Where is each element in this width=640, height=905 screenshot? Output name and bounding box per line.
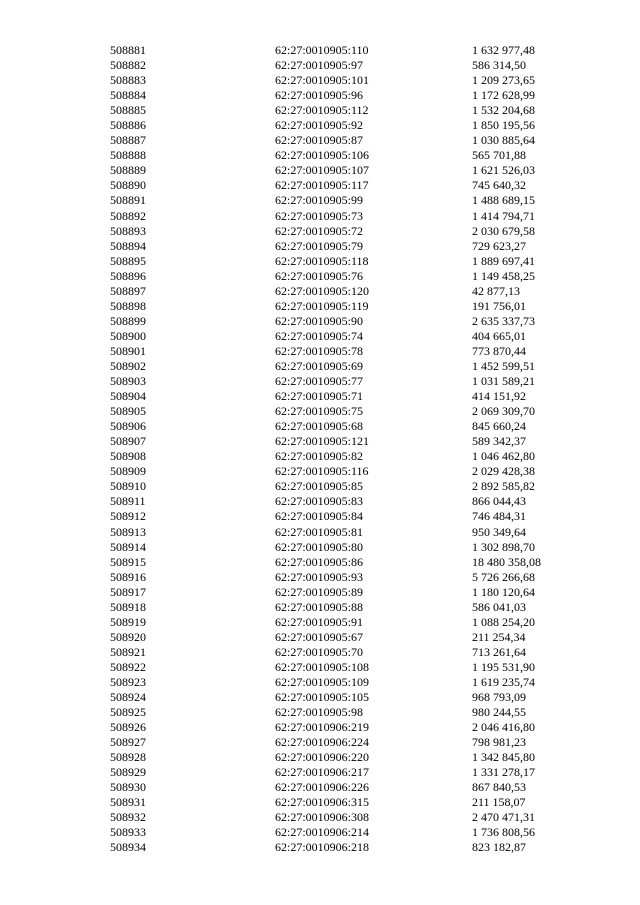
- cadastral-number: 62:27:0010905:110: [275, 43, 369, 57]
- cadastral-value: 2 470 471,31: [472, 810, 535, 825]
- cadastral-number: 62:27:0010905:80: [275, 539, 364, 554]
- record-number: 508919: [110, 614, 146, 629]
- record-number: 508929: [110, 765, 146, 780]
- cadastral-value: 414 151,92: [472, 389, 526, 404]
- table-row: [0, 43, 640, 58]
- record-number: 508894: [110, 238, 146, 253]
- record-number: 508928: [110, 750, 146, 765]
- cadastral-value: 1 088 254,20: [472, 614, 535, 629]
- cadastral-number: 62:27:0010905:116: [275, 464, 369, 479]
- record-number: 508900: [110, 328, 146, 343]
- record-number: 508911: [110, 494, 146, 509]
- cadastral-number: 62:27:0010906:220: [275, 750, 370, 765]
- cadastral-number: 62:27:0010906:214: [275, 825, 370, 840]
- table-row: [0, 404, 640, 419]
- record-number: 508924: [110, 690, 146, 705]
- cadastral-value: 42 877,13: [472, 283, 520, 298]
- cadastral-value: 2 892 585,82: [472, 479, 535, 494]
- cadastral-value: 589 342,37: [472, 434, 526, 449]
- record-number: 508882: [110, 58, 146, 73]
- record-number: 508916: [110, 569, 146, 584]
- cadastral-number: 62:27:0010906:224: [275, 735, 370, 750]
- cadastral-value: 1 619 235,74: [472, 674, 535, 689]
- cadastral-value: 1 414 794,71: [472, 208, 535, 223]
- record-number: 508902: [110, 358, 146, 373]
- record-number: 508884: [110, 88, 146, 103]
- table-row: [0, 735, 640, 750]
- table-row: [0, 359, 640, 374]
- table-row: [0, 675, 640, 690]
- cadastral-value: 1 850 195,56: [472, 118, 535, 133]
- cadastral-number: 62:27:0010905:79: [275, 238, 364, 253]
- cadastral-value: 950 349,64: [472, 524, 526, 539]
- cadastral-number: 62:27:0010905:68: [275, 419, 364, 434]
- cadastral-value: 2 046 416,80: [472, 720, 535, 735]
- records-table: [0, 43, 640, 856]
- record-number: 508927: [110, 735, 146, 750]
- cadastral-number: 62:27:0010905:121: [275, 434, 370, 449]
- table-row: [0, 178, 640, 193]
- record-number: 508896: [110, 268, 146, 283]
- table-row: [0, 555, 640, 570]
- cadastral-number: 62:27:0010905:70: [275, 644, 364, 659]
- record-number: 508890: [110, 178, 146, 193]
- cadastral-value: 2 029 428,38: [472, 464, 535, 479]
- record-number: 508888: [110, 148, 146, 163]
- record-number: 508912: [110, 509, 146, 524]
- cadastral-value: 1 452 599,51: [472, 358, 535, 373]
- record-number: 508889: [110, 163, 146, 178]
- cadastral-value: 1 736 808,56: [472, 825, 535, 840]
- record-number: 508917: [110, 584, 146, 599]
- cadastral-number: 62:27:0010905:89: [275, 584, 364, 599]
- table-row: [0, 269, 640, 284]
- cadastral-value: 867 840,53: [472, 780, 526, 795]
- cadastral-value: 729 623,27: [472, 238, 526, 253]
- cadastral-value: 798 981,23: [472, 735, 526, 750]
- cadastral-number: 62:27:0010905:106: [275, 148, 370, 163]
- cadastral-value: 866 044,43: [472, 494, 526, 509]
- record-number: 508914: [110, 539, 146, 554]
- record-number: 508930: [110, 780, 146, 795]
- cadastral-number: 62:27:0010905:69: [275, 358, 364, 373]
- record-number: 508901: [110, 343, 146, 358]
- cadastral-value: 191 756,01: [472, 298, 526, 313]
- record-number: 508925: [110, 705, 146, 720]
- cadastral-value: 586 314,50: [472, 58, 526, 73]
- cadastral-number: 62:27:0010905:92: [275, 118, 364, 133]
- table-row: [0, 419, 640, 434]
- table-row: [0, 615, 640, 630]
- cadastral-number: 62:27:0010905:85: [275, 479, 364, 494]
- table-row: [0, 810, 640, 825]
- cadastral-number: 62:27:0010906:226: [275, 780, 370, 795]
- record-number: 508893: [110, 223, 146, 238]
- cadastral-value: 713 261,64: [472, 644, 526, 659]
- cadastral-value: 1 302 898,70: [472, 539, 535, 554]
- cadastral-number: 62:27:0010906:308: [275, 810, 370, 825]
- table-row: [0, 720, 640, 735]
- record-number: 508892: [110, 208, 146, 223]
- record-number: 508886: [110, 118, 146, 133]
- table-row: [0, 329, 640, 344]
- cadastral-number: 62:27:0010905:83: [275, 494, 364, 509]
- record-number: 508931: [110, 795, 146, 810]
- record-number: 508906: [110, 419, 146, 434]
- record-number: 508895: [110, 253, 146, 268]
- cadastral-number: 62:27:0010905:108: [275, 659, 370, 674]
- cadastral-number: 62:27:0010905:71: [275, 389, 364, 404]
- cadastral-number: 62:27:0010905:72: [275, 223, 364, 238]
- record-number: 508908: [110, 449, 146, 464]
- table-row: [0, 314, 640, 329]
- table-row: [0, 660, 640, 675]
- cadastral-value: 5 726 266,68: [472, 569, 535, 584]
- cadastral-number: 62:27:0010905:119: [275, 298, 369, 313]
- table-row: [0, 239, 640, 254]
- table-row: [0, 690, 640, 705]
- cadastral-value: 211 158,07: [472, 795, 526, 810]
- table-row: [0, 284, 640, 299]
- record-number: 508881: [110, 43, 146, 57]
- cadastral-value: 745 640,32: [472, 178, 526, 193]
- cadastral-number: 62:27:0010905:77: [275, 374, 364, 389]
- record-number: 508926: [110, 720, 146, 735]
- table-row: [0, 750, 640, 765]
- cadastral-number: 62:27:0010905:120: [275, 283, 370, 298]
- record-number: 508913: [110, 524, 146, 539]
- table-row: [0, 58, 640, 73]
- table-row: [0, 600, 640, 615]
- cadastral-number: 62:27:0010905:105: [275, 690, 370, 705]
- cadastral-number: 62:27:0010905:91: [275, 614, 364, 629]
- table-row: [0, 254, 640, 269]
- table-row: [0, 224, 640, 239]
- record-number: 508891: [110, 193, 146, 208]
- cadastral-number: 62:27:0010905:84: [275, 509, 364, 524]
- table-row: [0, 705, 640, 720]
- table-row: [0, 479, 640, 494]
- table-row: [0, 389, 640, 404]
- table-row: [0, 449, 640, 464]
- table-row: [0, 630, 640, 645]
- table-row: [0, 434, 640, 449]
- table-row: [0, 494, 640, 509]
- record-number: 508910: [110, 479, 146, 494]
- record-number: 508883: [110, 73, 146, 88]
- cadastral-number: 62:27:0010905:88: [275, 599, 364, 614]
- table-row: [0, 509, 640, 524]
- cadastral-number: 62:27:0010905:97: [275, 58, 364, 73]
- cadastral-value: 1 342 845,80: [472, 750, 535, 765]
- record-number: 508909: [110, 464, 146, 479]
- table-row: [0, 464, 640, 479]
- cadastral-number: 62:27:0010905:90: [275, 313, 364, 328]
- cadastral-number: 62:27:0010905:99: [275, 193, 364, 208]
- table-row: [0, 148, 640, 163]
- record-number: 508922: [110, 659, 146, 674]
- table-row: [0, 825, 640, 840]
- cadastral-value: 2 635 337,73: [472, 313, 535, 328]
- cadastral-number: 62:27:0010905:112: [275, 103, 369, 118]
- record-number: 508897: [110, 283, 146, 298]
- table-row: [0, 163, 640, 178]
- record-number: 508885: [110, 103, 146, 118]
- record-number: 508887: [110, 133, 146, 148]
- cadastral-value: 1 149 458,25: [472, 268, 535, 283]
- table-row: [0, 525, 640, 540]
- cadastral-value: 404 665,01: [472, 328, 526, 343]
- cadastral-value: 746 484,31: [472, 509, 526, 524]
- cadastral-number: 62:27:0010905:93: [275, 569, 364, 584]
- cadastral-value: 1 030 885,64: [472, 133, 535, 148]
- cadastral-value: 773 870,44: [472, 343, 526, 358]
- cadastral-number: 62:27:0010906:315: [275, 795, 370, 810]
- table-row: [0, 795, 640, 810]
- cadastral-value: 1 331 278,17: [472, 765, 535, 780]
- cadastral-value: 823 182,87: [472, 840, 526, 855]
- record-number: 508932: [110, 810, 146, 825]
- record-number: 508923: [110, 674, 146, 689]
- record-number: 508920: [110, 629, 146, 644]
- cadastral-value: 1 532 204,68: [472, 103, 535, 118]
- record-number: 508915: [110, 554, 146, 569]
- record-number: 508918: [110, 599, 146, 614]
- cadastral-number: 62:27:0010905:87: [275, 133, 364, 148]
- record-number: 508933: [110, 825, 146, 840]
- table-row: [0, 780, 640, 795]
- cadastral-value: 1 172 628,99: [472, 88, 535, 103]
- table-row: [0, 118, 640, 133]
- cadastral-value: 586 041,03: [472, 599, 526, 614]
- table-row: [0, 133, 640, 148]
- record-number: 508907: [110, 434, 146, 449]
- table-row: [0, 88, 640, 103]
- cadastral-value: 2 030 679,58: [472, 223, 535, 238]
- cadastral-value: 1 180 120,64: [472, 584, 535, 599]
- record-number: 508899: [110, 313, 146, 328]
- cadastral-number: 62:27:0010905:96: [275, 88, 364, 103]
- cadastral-value: 980 244,55: [472, 705, 526, 720]
- cadastral-value: 968 793,09: [472, 690, 526, 705]
- table-row: [0, 103, 640, 118]
- cadastral-number: 62:27:0010905:86: [275, 554, 364, 569]
- cadastral-number: 62:27:0010905:109: [275, 674, 370, 689]
- table-row: [0, 344, 640, 359]
- cadastral-number: 62:27:0010906:219: [275, 720, 370, 735]
- table-row: [0, 209, 640, 224]
- cadastral-value: 845 660,24: [472, 419, 526, 434]
- table-row: [0, 540, 640, 555]
- cadastral-value: 2 069 309,70: [472, 404, 535, 419]
- cadastral-value: 18 480 358,08: [472, 554, 541, 569]
- cadastral-number: 62:27:0010905:118: [275, 253, 369, 268]
- cadastral-value: 1 632 977,48: [472, 43, 535, 57]
- table-row: [0, 645, 640, 660]
- table-row: [0, 840, 640, 855]
- cadastral-number: 62:27:0010905:74: [275, 328, 364, 343]
- cadastral-number: 62:27:0010906:218: [275, 840, 370, 855]
- table-row: [0, 585, 640, 600]
- cadastral-number: 62:27:0010905:75: [275, 404, 364, 419]
- table-row: [0, 299, 640, 314]
- cadastral-value: 1 195 531,90: [472, 659, 535, 674]
- record-number: 508904: [110, 389, 146, 404]
- table-row: [0, 193, 640, 208]
- cadastral-value: 1 889 697,41: [472, 253, 535, 268]
- cadastral-number: 62:27:0010905:81: [275, 524, 364, 539]
- cadastral-value: 1 031 589,21: [472, 374, 535, 389]
- table-row: [0, 570, 640, 585]
- cadastral-number: 62:27:0010906:217: [275, 765, 370, 780]
- cadastral-number: 62:27:0010905:73: [275, 208, 364, 223]
- cadastral-number: 62:27:0010905:101: [275, 73, 370, 88]
- cadastral-number: 62:27:0010905:78: [275, 343, 364, 358]
- cadastral-number: 62:27:0010905:107: [275, 163, 370, 178]
- table-row: [0, 73, 640, 88]
- cadastral-number: 62:27:0010905:67: [275, 629, 364, 644]
- cadastral-number: 62:27:0010905:117: [275, 178, 369, 193]
- cadastral-value: 565 701,88: [472, 148, 526, 163]
- cadastral-number: 62:27:0010905:82: [275, 449, 364, 464]
- record-number: 508903: [110, 374, 146, 389]
- record-number: 508934: [110, 840, 146, 855]
- cadastral-value: 1 046 462,80: [472, 449, 535, 464]
- record-number: 508898: [110, 298, 146, 313]
- cadastral-value: 1 621 526,03: [472, 163, 535, 178]
- table-row: [0, 765, 640, 780]
- record-number: 508921: [110, 644, 146, 659]
- cadastral-value: 1 488 689,15: [472, 193, 535, 208]
- table-row: [0, 374, 640, 389]
- cadastral-value: 211 254,34: [472, 629, 526, 644]
- record-number: 508905: [110, 404, 146, 419]
- cadastral-number: 62:27:0010905:98: [275, 705, 364, 720]
- cadastral-value: 1 209 273,65: [472, 73, 535, 88]
- cadastral-number: 62:27:0010905:76: [275, 268, 364, 283]
